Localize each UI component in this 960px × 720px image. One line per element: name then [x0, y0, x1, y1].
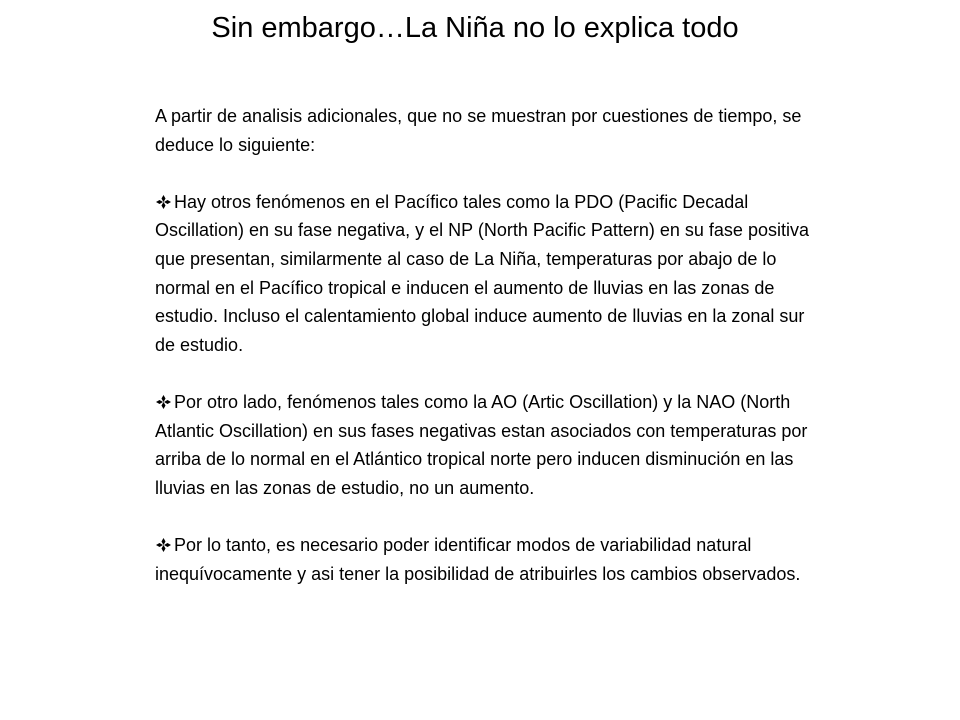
paragraph-spacer	[155, 359, 815, 388]
paragraph-spacer	[155, 159, 815, 188]
bullet-text-3: Por lo tanto, es necesario poder identificar modos de variabilidad natural inequívocamente y asi tener la posibilidad de atribuirles los cambios observados.	[155, 534, 801, 584]
paragraph-spacer	[155, 502, 815, 531]
diamond-bullet-icon	[155, 195, 172, 209]
bullet-text-2: Por otro lado, fenómenos tales como la AO (Artic Oscillation) y la NAO (North Atlantic Oscillation) en sus fases negativas estan asociados con temperaturas por arriba de lo normal en el Atlántico tropical norte pero inducen disminución en las lluvias en las zonas de estudio, no un aumento.	[155, 391, 808, 498]
bullet-item-3	[155, 531, 815, 588]
slide-body	[155, 102, 815, 588]
bullet-item-1	[155, 188, 815, 360]
diamond-bullet-icon	[155, 538, 172, 552]
bullet-item-2	[155, 388, 815, 502]
diamond-bullet-icon	[155, 395, 172, 409]
bullet-text-1: Hay otros fenómenos en el Pacífico tales como la PDO (Pacific Decadal Oscillation) en su fase negativa, y el NP (North Pacific Pattern) en su fase positiva que presentan, similarmente al caso de La Niña, temperaturas por abajo de lo normal en el Pacífico tropical e inducen el aumento de lluvias en las zonas de estudio. Incluso el calentamiento global induce aumento de lluvias en la zonal sur de estudio.	[155, 191, 809, 355]
intro-paragraph: A partir de analisis adicionales, que no se muestran por cuestiones de tiempo, se deduce lo siguiente:	[155, 106, 802, 155]
slide-title: Sin embargo…La Niña no lo explica todo	[211, 12, 739, 44]
